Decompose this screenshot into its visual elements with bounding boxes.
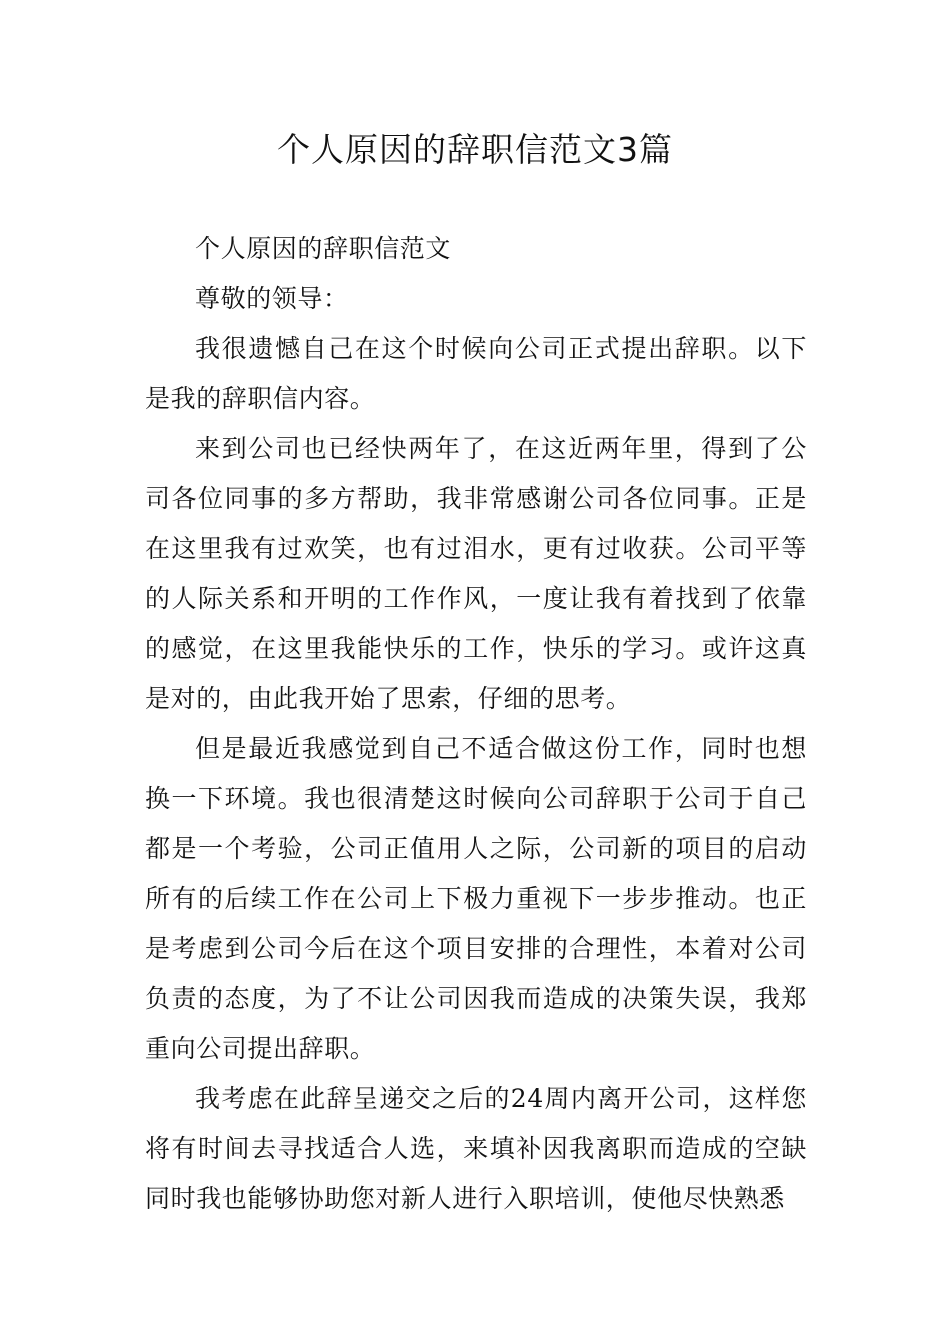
body-paragraph: 我很遗憾自己在这个时候向公司正式提出辞职。以下是我的辞职信内容。 [145, 334, 807, 413]
body-paragraph: 来到公司也已经快两年了，在这近两年里，得到了公司各位同事的多方帮助，我非常感谢公司各位同事。正是在这里我有过欢笑，也有过泪水，更有过收获。公司平等的人际关系和开明的工作作风，一度让我有着找到了依靠的感觉，在这里我能快乐的工作，快乐的学习。或许这真是对的，由此我开始了思索，仔细的思考。 [145, 434, 807, 713]
section-heading: 个人原因的辞职信范文 [195, 234, 452, 263]
document-title: 个人原因的辞职信范文3篇 [277, 130, 673, 169]
salutation: 尊敬的领导： [195, 284, 349, 313]
body-paragraph: 我考虑在此辞呈递交之后的24周内离开公司，这样您将有时间去寻找适合人选，来填补因我离职而造成的空缺同时我也能够协助您对新人进行入职培训，使他尽快熟悉 [145, 1084, 807, 1213]
body-paragraph: 但是最近我感觉到自己不适合做这份工作，同时也想换一下环境。我也很清楚这时候向公司辞职于公司于自己都是一个考验，公司正值用人之际，公司新的项目的启动所有的后续工作在公司上下极力重视下一步步推动。也正是考虑到公司今后在这个项目安排的合理性，本着对公司负责的态度，为了不让公司因我而造成的决策失误，我郑重向公司提出辞职。 [145, 734, 807, 1063]
document-body [145, 224, 807, 1224]
